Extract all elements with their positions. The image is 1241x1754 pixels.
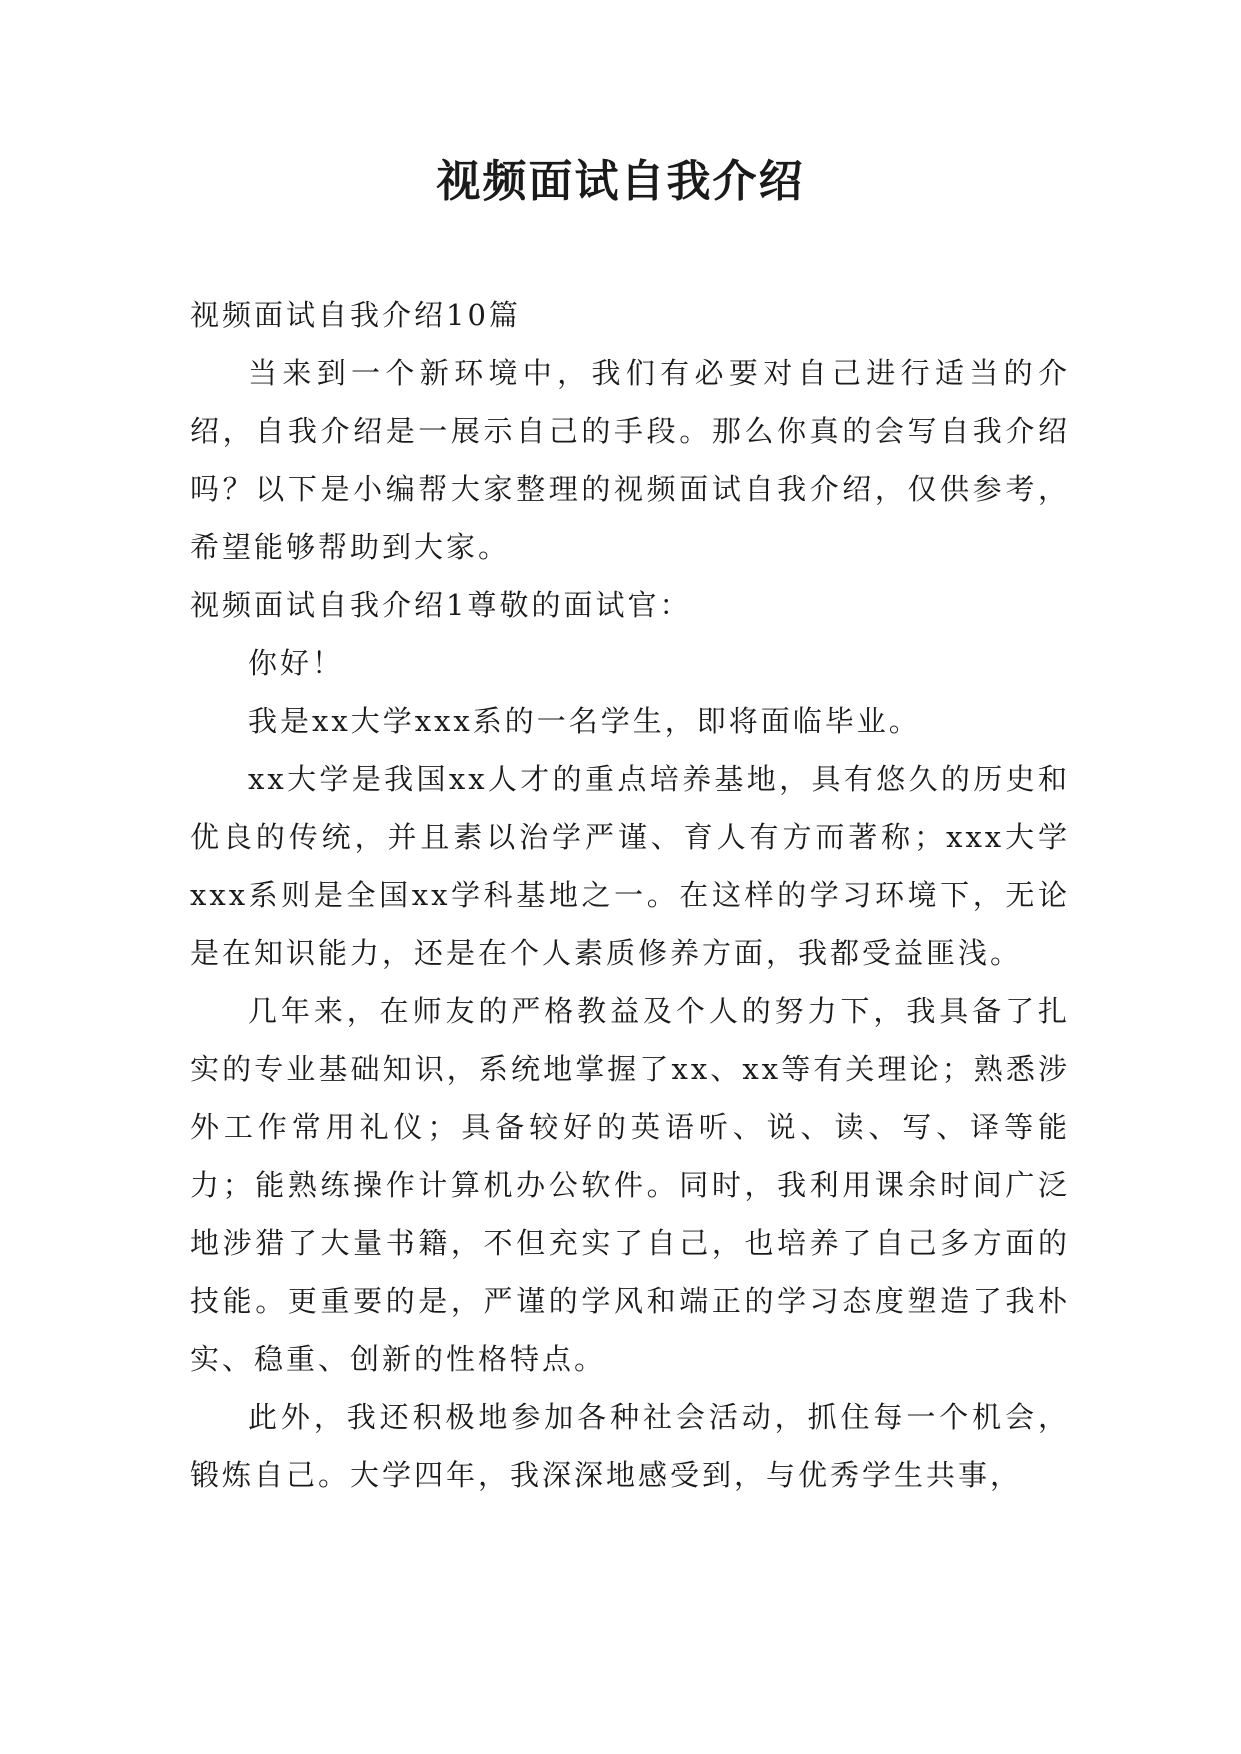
paragraph-activities: 此外，我还积极地参加各种社会活动，抓住每一个机会，锻炼自己。大学四年，我深深地感受到，与优秀学生共事， [190,1400,1070,1492]
document-title: 视频面试自我介绍 [436,156,805,207]
paragraph-subtitle: 视频面试自我介绍10篇 [190,298,521,332]
paragraph-greeting: 你好！ [248,646,345,680]
document-body [190,286,1070,1504]
paragraph-intro: 当来到一个新环境中，我们有必要对自己进行适当的介绍，自我介绍是一展示自己的手段。那么你真的会写自我介绍吗？以下是小编帮大家整理的视频面试自我介绍，仅供参考，希望能够帮助到大家。 [190,356,1070,564]
paragraph-section-heading: 视频面试自我介绍1尊敬的面试官： [190,588,692,622]
paragraph-university: xx大学是我国xx人才的重点培养基地，具有悠久的历史和优良的传统，并且素以治学严谨、育人有方而著称；xxx大学xxx系则是全国xx学科基地之一。在这样的学习环境下，无论是在知识能力，还是在个人素质修养方面，我都受益匪浅。 [190,762,1070,970]
paragraph-identity: 我是xx大学xxx系的一名学生，即将面临毕业。 [248,704,921,738]
paragraph-skills: 几年来，在师友的严格教益及个人的努力下，我具备了扎实的专业基础知识，系统地掌握了xx、xx等有关理论；熟悉涉外工作常用礼仪；具备较好的英语听、说、读、写、译等能力；能熟练操作计算机办公软件。同时，我利用课余时间广泛地涉猎了大量书籍，不但充实了自己，也培养了自己多方面的技能。更重要的是，严谨的学风和端正的学习态度塑造了我朴实、稳重、创新的性格特点。 [190,994,1070,1376]
